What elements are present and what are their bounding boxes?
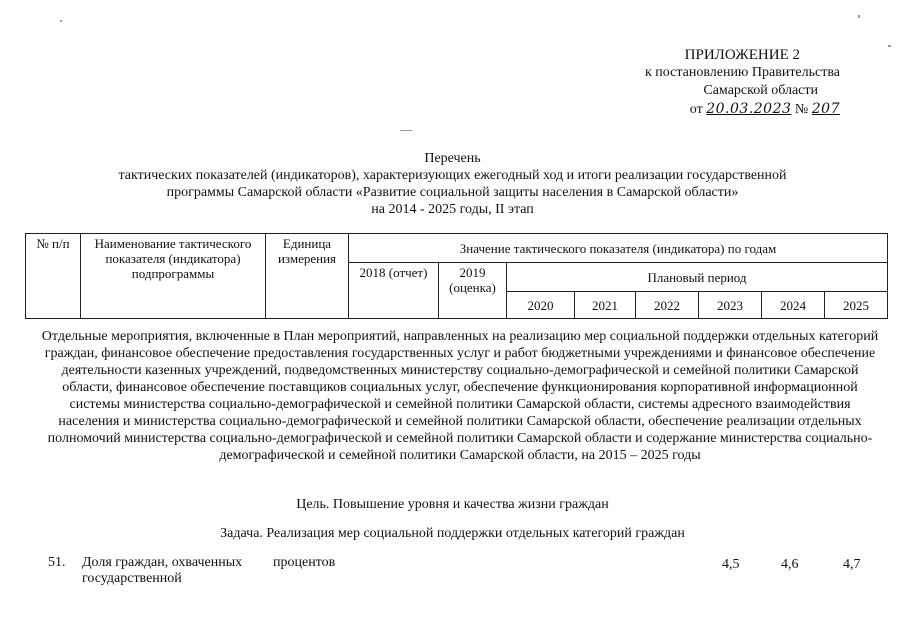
header-year: 2022 xyxy=(636,292,699,319)
header-year: 2025 xyxy=(825,292,888,319)
number-prefix: № xyxy=(794,102,809,117)
header-year: 2021 xyxy=(575,292,636,319)
handwritten-date: 20.03.2023 xyxy=(706,101,792,117)
appendix-line-2: Самарской области xyxy=(703,83,818,98)
row-unit: процентов xyxy=(273,555,336,570)
header-2019: 2019 (оценка) xyxy=(439,263,507,319)
goal-text: Цель. Повышение уровня и качества жизни граждан xyxy=(296,497,609,512)
header-2018: 2018 (отчет) xyxy=(349,263,439,319)
scan-speck xyxy=(400,130,412,131)
heading-line-1: Перечень xyxy=(424,151,481,166)
section-title: Отдельные мероприятия, включенные в План мероприятий, направленных на реализацию мер социальной поддержки отдельных категорий граждан, финансовое обеспечение предоставления государственных услуг и работ бюджетными учреждениями и финансовое обеспечение деятельности казенных учреждений, подведомственных министерству социально-демографической и семейной политики Самарской области, финансовое обеспечение поставщиков социальных услуг, обеспечение функционирования корпоративной информационной системы министерства социально-демографической и семейной политики Самарской области, системы адресного взаимодействия населения и министерства социально-демографической и семейной политики Самарской области, обеспечение реализации отдельных полномочий министерства социально-демографической и семейной политики Самарской области и содержание министерства социально-демографической и семейной политики Самарской области, на 2015 – 2025 годы xyxy=(41,329,879,463)
row-value-2024: 4,6 xyxy=(781,557,799,572)
row-value-2025: 4,7 xyxy=(843,557,861,572)
scan-speck xyxy=(888,45,891,47)
appendix-line-1: к постановлению Правительства xyxy=(644,65,840,80)
appendix-date-line xyxy=(580,100,840,119)
header-year: 2023 xyxy=(699,292,762,319)
header-plan-period: Плановый период xyxy=(507,263,888,292)
document-heading xyxy=(0,150,905,218)
scan-speck xyxy=(858,15,860,18)
appendix-title: ПРИЛОЖЕНИЕ 2 xyxy=(684,47,800,63)
header-num: № п/п xyxy=(26,234,81,319)
heading-line-3: программы Самарской области «Развитие социальной защиты населения в Самарской области» xyxy=(166,185,739,200)
heading-line-2: тактических показателей (индикаторов), характеризующих ежегодный ход и итоги реализации государственной xyxy=(118,168,787,183)
header-year: 2024 xyxy=(762,292,825,319)
date-prefix: от xyxy=(689,102,703,117)
handwritten-number: 207 xyxy=(811,101,840,117)
indicators-table xyxy=(25,233,888,319)
appendix-block xyxy=(580,46,840,119)
header-year: 2020 xyxy=(507,292,575,319)
row-number: 51. xyxy=(48,555,66,570)
scan-speck xyxy=(60,20,62,22)
header-values: Значение тактического показателя (индикатора) по годам xyxy=(349,234,888,263)
row-value-2023: 4,5 xyxy=(722,557,740,572)
header-name: Наименование тактического показателя (индикатора) подпрограммы xyxy=(81,234,266,319)
header-unit: Единица измерения xyxy=(266,234,349,319)
heading-line-4: на 2014 - 2025 годы, II этап xyxy=(371,202,534,217)
row-indicator-name: Доля граждан, охваченных государственной xyxy=(82,555,243,586)
task-text: Задача. Реализация мер социальной поддержки отдельных категорий граждан xyxy=(220,526,685,541)
